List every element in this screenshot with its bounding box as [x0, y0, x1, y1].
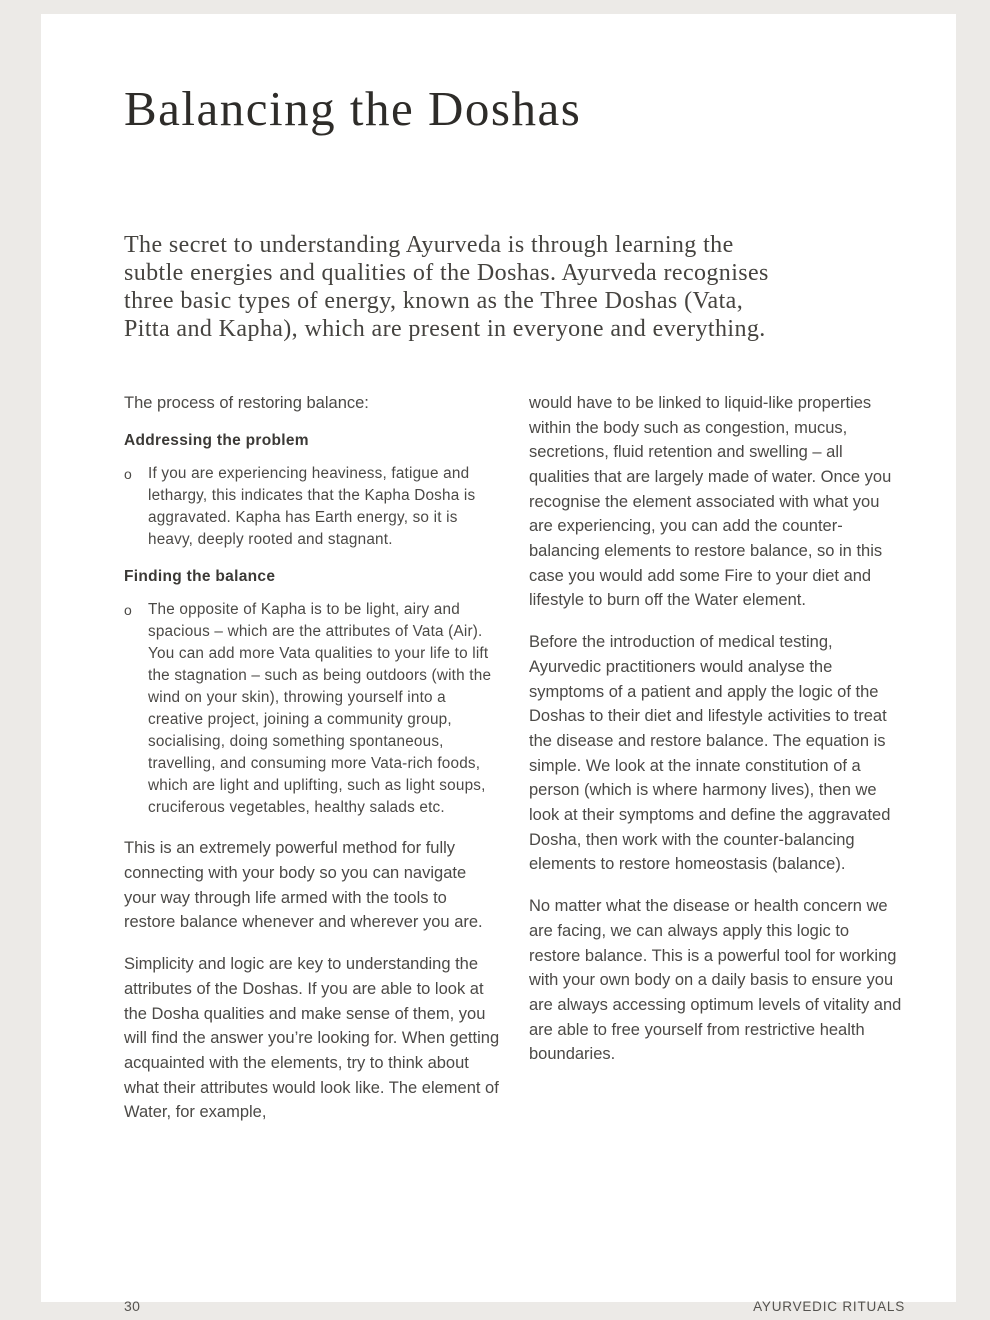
- book-page: [41, 14, 956, 1314]
- page-number: 30: [124, 1298, 141, 1314]
- intro-paragraph: The secret to understanding Ayurveda is through learning the subtle energies and qualities of the Doshas. Ayurveda recognises three basic types of energy, known as the Three Doshas (Vata, Pitta and Kapha), which are present in everyone and everything.: [124, 231, 769, 342]
- bullet-text: If you are experiencing heaviness, fatigue and lethargy, this indicates that the Kapha Dosha is aggravated. Kapha has Earth energy, so it is heavy, deeply rooted and stagnant.: [148, 465, 476, 549]
- lead-line: The process of restoring balance:: [124, 393, 369, 412]
- bullet-marker: o: [124, 466, 132, 483]
- page-title: Balancing the Doshas: [124, 81, 582, 136]
- section-heading-addressing-the-problem: Addressing the problem: [124, 432, 309, 450]
- two-column-body: [124, 391, 905, 1125]
- left-column: [124, 391, 500, 1125]
- body-paragraph: Before the introduction of medical testing, Ayurvedic practitioners would analyse the symptoms of a patient and apply the logic of the Doshas to their diet and lifestyle activities to treat the disease and restore balance. The equation is simple. We look at the innate constitution of a person (which is where harmony lives), then we look at their symptoms and define the aggravated Dosha, then work with the counter-balancing elements to restore homeostasis (balance).: [529, 633, 891, 874]
- bullet-marker: o: [124, 602, 132, 619]
- bullet-item: [124, 599, 500, 819]
- body-paragraph: would have to be linked to liquid-like properties within the body such as congestion, mucus, secretions, fluid retention and swelling – all qualities that are largely made of water. Once you recognise the element associated with what you are experiencing, you can add the counter-balancing elements to restore balance, so in this case you would add some Fire to your diet and lifestyle to burn off the Water element.: [529, 393, 892, 610]
- right-column: [529, 391, 905, 1125]
- bullet-text: The opposite of Kapha is to be light, airy and spacious – which are the attributes of Vata (Air). You can add more Vata qualities to your life to lift the stagnation – such as being outdoors (with the wind on your skin), throwing yourself into a creative project, joining a community group, socialising, doing something spontaneous, travelling, and consuming more Vata-rich foods, which are light and uplifting, such as light soups, cruciferous vegetables, healthy salads etc.: [148, 601, 492, 817]
- page-content: [41, 80, 956, 1320]
- body-paragraph: Simplicity and logic are key to understanding the attributes of the Doshas. If you are able to look at the Dosha qualities and make sense of them, you will find the answer you’re looking for. When getting acquainted with the elements, try to think about what their attributes would look like. The element of Water, for example,: [124, 955, 500, 1122]
- bullet-item: [124, 463, 500, 551]
- page-footer: [124, 1298, 905, 1314]
- body-paragraph: This is an extremely powerful method for fully connecting with your body so you can navigate your way through life armed with the tools to restore balance whenever and wherever you are.: [124, 839, 483, 932]
- running-title: AYURVEDIC RITUALS: [753, 1299, 905, 1314]
- section-heading-finding-the-balance: Finding the balance: [124, 568, 276, 586]
- body-paragraph: No matter what the disease or health concern we are facing, we can always apply this logic to restore balance. This is a powerful tool for working with your own body on a daily basis to ensure you are always accessing optimum levels of vitality and are able to free yourself from restrictive health boundaries.: [529, 897, 902, 1064]
